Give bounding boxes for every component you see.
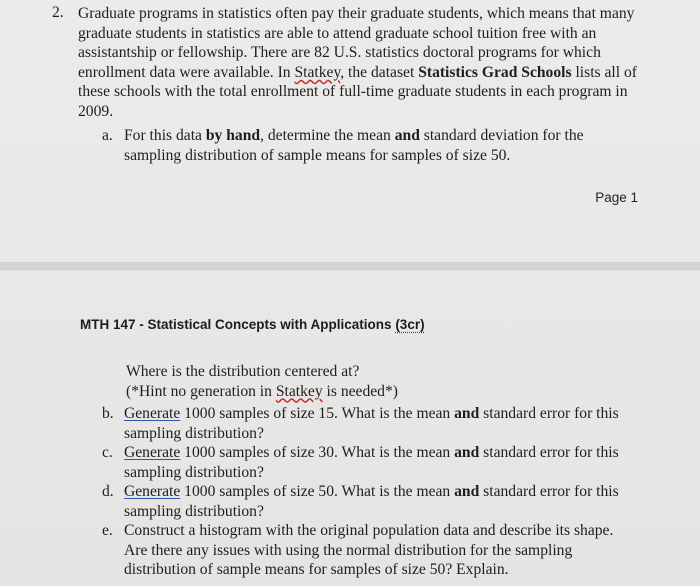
- part-c-text: Generate 1000 samples of size 30. What is the mean and standard error for this sampling distribution?: [124, 444, 619, 481]
- question-2-text: Graduate programs in statistics often pay their graduate students, which means that many graduate students in statistics are able to attend graduate school tuition free with an assistantship or fellowship. There are 82 U.S. statistics doctoral programs for which enrollment data were available. In Statkey, the dataset Statistics Grad Schools lists all of these schools with the total enrollment of full-time graduate students in each program in 2009.: [78, 5, 637, 120]
- part-a-text: For this data by hand, determine the mean and standard deviation for the sampling distribution of sample means for samples of size 50.: [124, 127, 584, 164]
- question-number: 2.: [52, 4, 64, 21]
- statkey-link: Statkey: [294, 63, 341, 81]
- part-d-text: Generate 1000 samples of size 50. What is the mean and standard error for this sampling distribution?: [124, 483, 619, 520]
- statkey-link: Statkey: [275, 382, 323, 400]
- page-1: [0, 0, 700, 262]
- page-break: [0, 262, 700, 270]
- part-e-text: Construct a histogram with the original population data and describe its shape. Are there any issues with using the normal distribution for the sampling distribution of sample means for samples of size 50? Explain.: [124, 522, 614, 579]
- part-b-text: Generate 1000 samples of size 15. What is the mean and standard error for this sampling distribution?: [124, 405, 619, 442]
- continuation-hint: (*Hint no generation in Statkey is needed*): [126, 382, 398, 400]
- page-number-label: Page 1: [595, 190, 638, 205]
- course-credits: (3cr): [395, 317, 425, 332]
- course-header: MTH 147 - Statistical Concepts with Applications (3cr): [80, 317, 425, 332]
- page-2: MTH 147 - Statistical Concepts with Applications (3cr) Where is the distribution centered at? (*Hint no generation in Statkey is needed*) b. Generate 1000 samples of size 15. What is the mean and standard error for this sampling distribution? c. Generate 1000 samples of size 30. What is the mean and standard error for this sampling distribution? d. Generate 1000 samples of size 50. What is the mean and standard error for this sampling distribution? e. Construct a histogram with the original population data and describe its shape. Are there any issues with using the normal distribution for the sampling distribution of sample means for samples of size 50? Explain.: [0, 270, 700, 586]
- part-a-continuation: [126, 362, 398, 401]
- continuation-question: Where is the distribution centered at?: [126, 363, 360, 380]
- part-a-letter: a.: [102, 127, 113, 144]
- dataset-name: Statistics Grad Schools: [418, 63, 572, 81]
